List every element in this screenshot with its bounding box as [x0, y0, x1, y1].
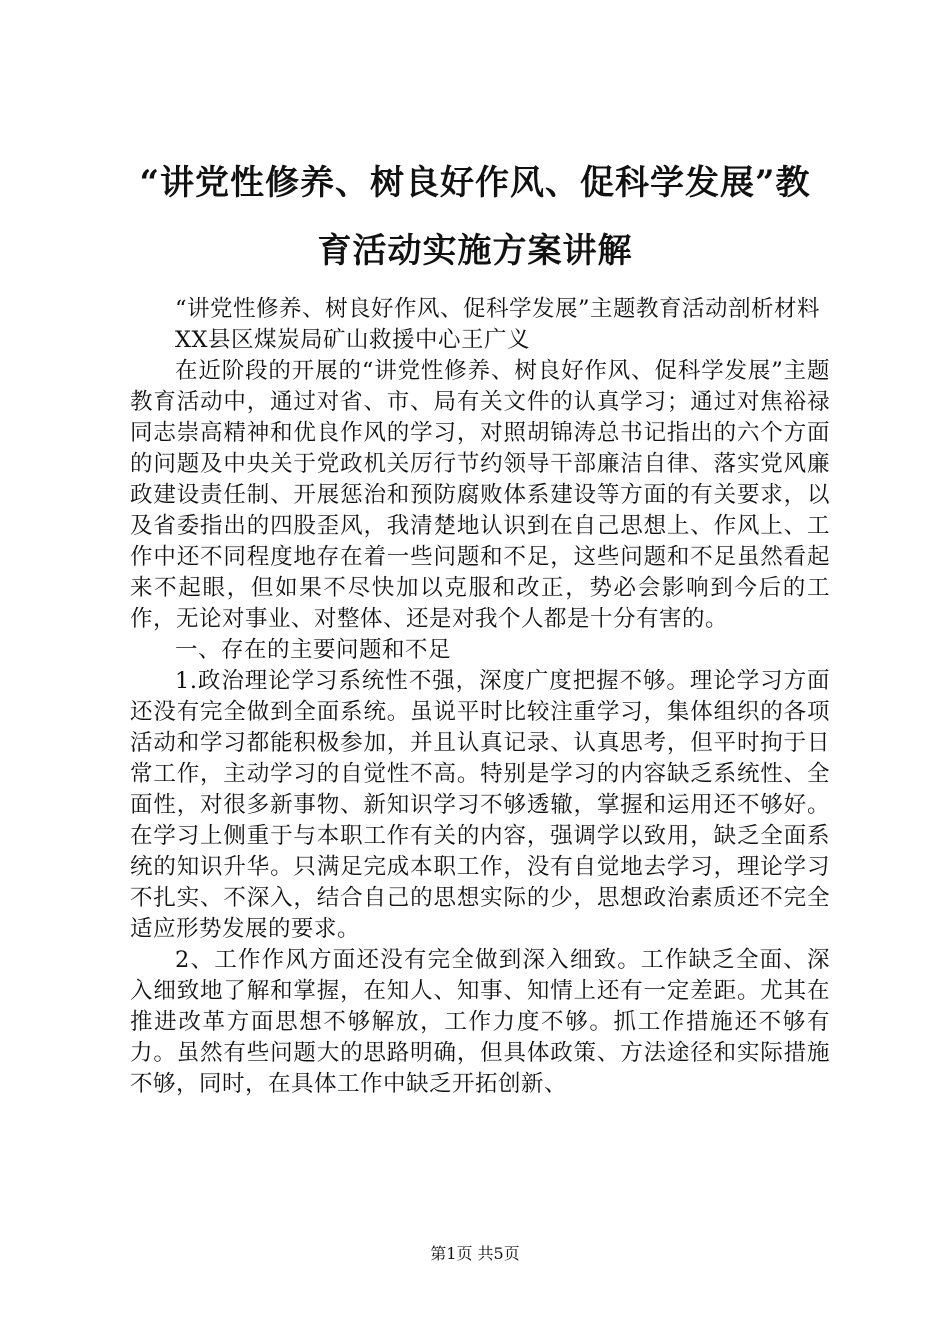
section-heading: 一、存在的主要问题和不足 [175, 637, 452, 663]
body-paragraph: 1.政治理论学习系统性不强，深度广度把握不够。理论学习方面还没有完全做到全面系统。虽说平时比较注重学习，集体组织的各项活动和学习都能积极参加，并且认真记录、认真思考，但平时拘于日常工作，主动学习的自觉性不高。特别是学习的内容缺乏系统性、全面性，对很多新事物、新知识学习不够透辙，掌握和运用还不够好。在学习上侧重于与本职工作有关的内容，强调学以致用，缺乏全面系统的知识升华。只满足完成本职工作，没有自觉地去学习，理论学习不扎实、不深入，结合自己的思想实际的少，思想政治素质还不完全适应形势发展的要求。 [130, 668, 830, 942]
subtitle-paragraph: “讲党性修养、树良好作风、促科学发展”主题教育活动剖析材料 [175, 296, 821, 322]
body-paragraph: 2、工作作风方面还没有完全做到深入细致。工作缺乏全面、深入细致地了解和掌握，在知人、知事、知情上还有一定差距。尤其在推进改革方面思想不够解放，工作力度不够。抓工作措施还不够有力。虽然有些问题大的思路明确，但具体政策、方法途径和实际措施不够，同时，在具体工作中缺乏开拓创新、 [130, 947, 830, 1097]
page-number-footer: 第1页 共5页 [430, 1244, 520, 1263]
document-title-line-1: “讲党性修养、树良好作风、促科学发展”教 [139, 163, 811, 203]
document-title-line-2: 育活动实施方案讲解 [317, 231, 633, 271]
document-body [130, 294, 830, 1100]
author-line: XX县区煤炭局矿山救援中心王广义 [175, 327, 531, 353]
intro-paragraph: 在近阶段的开展的“讲党性修养、树良好作风、促科学发展”主题教育活动中，通过对省、市、局有关文件的认真学习；通过对焦裕禄同志崇高精神和优良作风的学习，对照胡锦涛总书记指出的六个方面的问题及中央关于党政机关厉行节约领导干部廉洁自律、落实党风廉政建设责任制、开展惩治和预防腐败体系建设等方面的有关要求，以及省委指出的四股歪风，我清楚地认识到在自己思想上、作风上、工作中还不同程度地存在着一些问题和不足，这些问题和不足虽然看起来不起眼，但如果不尽快加以克服和改正，势必会影响到今后的工作，无论对事业、对整体、还是对我个人都是十分有害的。 [130, 358, 830, 632]
